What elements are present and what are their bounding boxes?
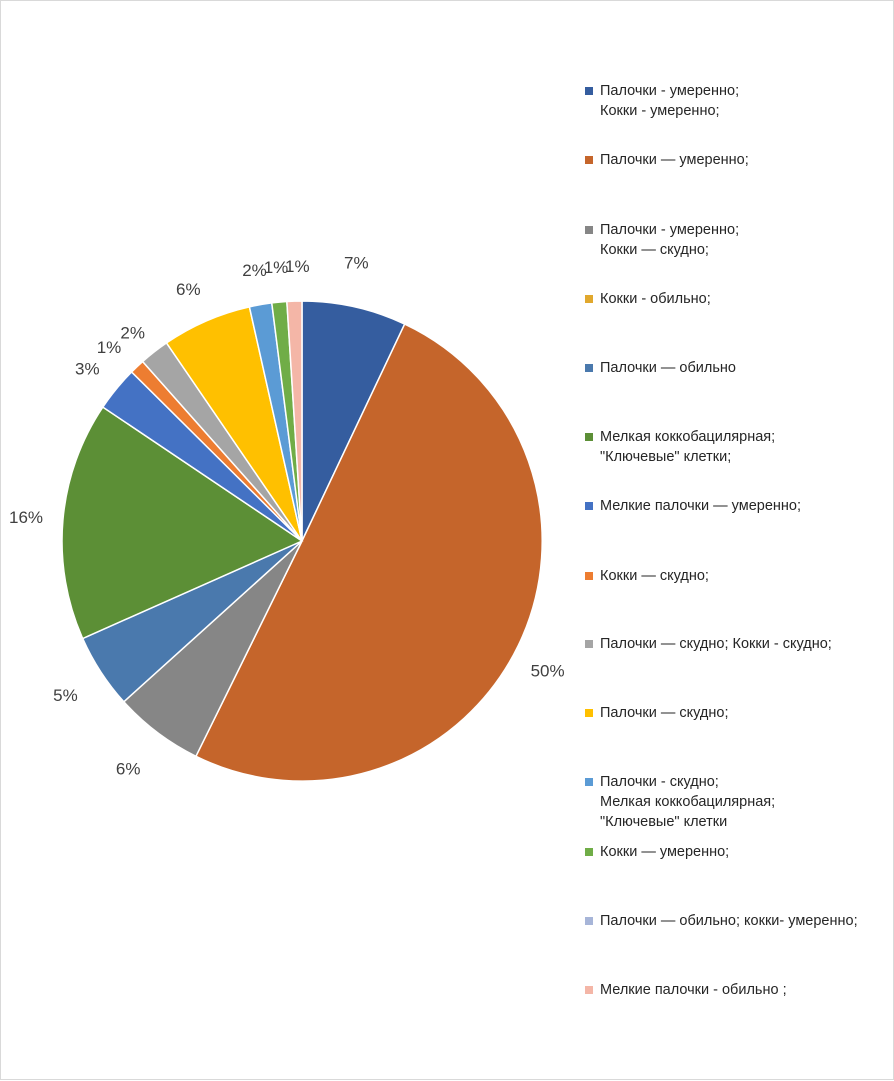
legend-label: Кокки — скудно; [600,568,709,584]
legend-item [585,911,890,931]
pie-slices [62,301,542,781]
pie-data-label: 1% [96,338,122,358]
pie-data-label: 7% [344,253,369,273]
legend-label: Палочки — умеренно; [600,152,749,168]
legend-swatch [585,917,593,925]
legend-label: Палочки — скудно; Кокки - скудно; [600,636,832,652]
legend-item [585,634,890,654]
legend-item [585,772,890,832]
pie-data-label: 5% [53,685,78,705]
legend-label: Палочки - умеренно; Кокки — скудно; [600,222,740,258]
legend-swatch [585,433,593,441]
pie-data-label: 50% [530,661,565,681]
legend-swatch [585,640,593,648]
legend-label: Палочки - скудно; Мелкая коккобацилярная; "Ключевые" клетки [600,774,776,830]
pie-data-label: 2% [120,323,145,343]
legend-label: Палочки - умеренно; Кокки - умеренно; [600,83,740,119]
legend-label: Кокки — умеренно; [600,844,730,860]
legend-label: Палочки — обильно [600,360,736,376]
legend-swatch [585,295,593,303]
pie-data-label: 1% [263,258,289,278]
legend-item [585,703,890,723]
pie-data-label: 6% [115,759,141,779]
legend-item [585,81,890,121]
legend-swatch [585,572,593,580]
legend-item [585,496,890,516]
pie-data-label: 6% [176,279,201,299]
legend-item [585,289,890,309]
legend-item [585,220,890,260]
legend-swatch [585,364,593,372]
legend-swatch [585,848,593,856]
legend-swatch [585,226,593,234]
legend-item [585,150,890,170]
legend-swatch [585,502,593,510]
legend-swatch [585,156,593,164]
legend-swatch [585,778,593,786]
legend-item [585,427,890,467]
legend-swatch [585,986,593,994]
pie-data-label: 1% [285,257,310,277]
legend-label: Палочки — скудно; [600,705,729,721]
legend-item [585,566,890,586]
legend-label: Мелкие палочки - обильно ; [600,982,787,998]
legend-label: Палочки — обильно; кокки- умеренно; [600,913,858,929]
legend-item [585,842,890,862]
legend-swatch [585,709,593,717]
legend-label: Мелкие палочки — умеренно; [600,498,802,514]
legend-swatch [585,87,593,95]
pie-data-label: 2% [242,261,267,281]
pie-data-label: 16% [8,508,44,528]
legend-item [585,358,890,378]
legend-label: Мелкая коккобацилярная; "Ключевые" клетки; [600,429,776,465]
legend-label: Кокки - обильно; [600,291,711,307]
pie-data-label: 3% [75,359,100,379]
legend-item [585,980,890,1000]
